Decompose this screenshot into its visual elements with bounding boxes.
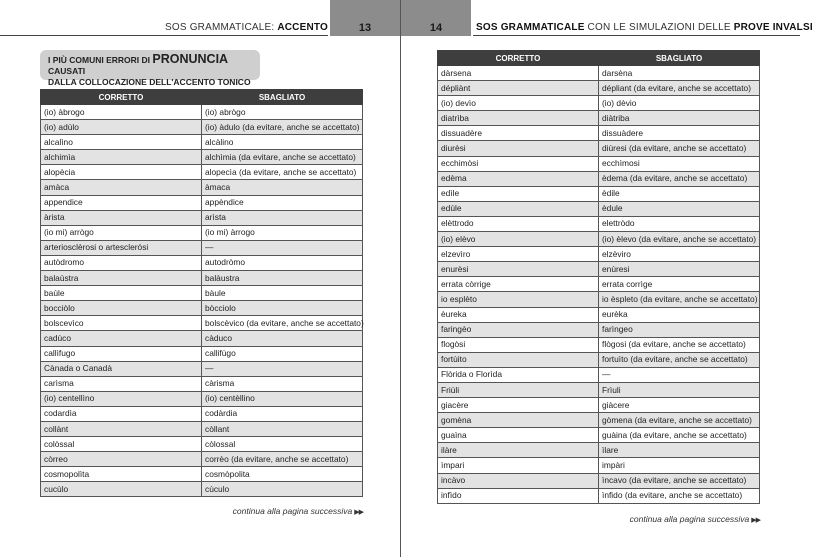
header-rule <box>473 35 800 36</box>
cell-wrong: alcàlino <box>202 135 363 150</box>
cell-correct: alcalìno <box>41 135 202 150</box>
cell-wrong: còlossal <box>202 437 363 452</box>
cell-wrong: guàina (da evitare, anche se accettato) <box>599 428 760 443</box>
table-row <box>438 473 760 488</box>
table-body <box>438 66 760 504</box>
table-header-row <box>41 90 363 105</box>
cell-correct: appendice <box>41 195 202 210</box>
cell-wrong: codàrdia <box>202 406 363 421</box>
column-header-correct: CORRETTO <box>438 51 599 66</box>
cell-correct: guaìna <box>438 428 599 443</box>
cell-wrong: corrèo (da evitare, anche se accettato) <box>202 452 363 467</box>
cell-correct: giacère <box>438 398 599 413</box>
table-row <box>438 292 760 307</box>
cell-correct: autòdromo <box>41 255 202 270</box>
cell-correct: enurèsi <box>438 262 599 277</box>
cell-correct: bolscevìco <box>41 316 202 331</box>
cell-wrong: ìlare <box>599 443 760 458</box>
table-row <box>438 186 760 201</box>
cell-correct: dissuadère <box>438 126 599 141</box>
running-head-book-title: SOS GRAMMATICALE <box>476 22 585 33</box>
continue-text: continua alla pagina successiva <box>629 514 750 524</box>
cell-wrong: — <box>202 361 363 376</box>
cell-wrong: appèndice <box>202 195 363 210</box>
table-row <box>438 141 760 156</box>
cell-wrong: bòcciolo <box>202 301 363 316</box>
table-row <box>438 428 760 443</box>
cell-wrong: flògosi (da evitare, anche se accettato) <box>599 337 760 352</box>
section-title-line2: DALLA COLLOCAZIONE DELL'ACCENTO TONICO <box>48 77 251 87</box>
cell-wrong: gòmena (da evitare, anche se accettato) <box>599 413 760 428</box>
cell-wrong: enùresi <box>599 262 760 277</box>
cell-correct: infìdo <box>438 488 599 503</box>
table-row <box>438 156 760 171</box>
cell-correct: gomèna <box>438 413 599 428</box>
cell-correct: diurèsi <box>438 141 599 156</box>
table-row <box>41 165 363 180</box>
table-row <box>41 421 363 436</box>
header-rule <box>0 35 328 36</box>
column-header-correct: CORRETTO <box>41 90 202 105</box>
table-row <box>438 96 760 111</box>
cell-wrong: diàtriba <box>599 111 760 126</box>
table-row <box>438 488 760 503</box>
cell-wrong: alopecìa (da evitare, anche se accettato) <box>202 165 363 180</box>
table-row <box>41 376 363 391</box>
table-row <box>41 437 363 452</box>
table-row <box>438 81 760 96</box>
cell-correct: callìfugo <box>41 346 202 361</box>
cell-correct: collànt <box>41 421 202 436</box>
cell-correct: (io) adùlo <box>41 120 202 135</box>
cell-wrong: (io) dèvio <box>599 96 760 111</box>
cell-wrong: bàule <box>202 286 363 301</box>
cell-wrong: elzèviro <box>599 247 760 262</box>
cell-wrong: eurèka <box>599 307 760 322</box>
cell-correct: flogòsi <box>438 337 599 352</box>
title-keyword: PRONUNCIA <box>152 52 229 66</box>
table-row <box>41 406 363 421</box>
table-row <box>41 301 363 316</box>
cell-wrong: (io) centèllino <box>202 391 363 406</box>
running-head-prefix: SOS GRAMMATICALE: <box>165 22 278 33</box>
table-row <box>41 195 363 210</box>
cell-correct: còrreo <box>41 452 202 467</box>
cell-wrong: impàri <box>599 458 760 473</box>
cell-correct: (io) centellìno <box>41 391 202 406</box>
cell-wrong: (io mi) àrrogo <box>202 225 363 240</box>
section-title-box <box>40 50 260 87</box>
cell-wrong: alchìmia (da evitare, anche se accettato) <box>202 150 363 165</box>
table-header-row <box>438 51 760 66</box>
cell-wrong: autodròmo <box>202 255 363 270</box>
page-number-14: 14 <box>401 0 471 36</box>
cell-correct: (io mi) arrògo <box>41 225 202 240</box>
cell-correct: codardìa <box>41 406 202 421</box>
table-row <box>438 367 760 382</box>
cell-correct: (io) elèvo <box>438 232 599 247</box>
right-page <box>401 0 813 557</box>
table-row <box>438 413 760 428</box>
table-row <box>41 346 363 361</box>
table-row <box>438 262 760 277</box>
table-row <box>438 458 760 473</box>
cell-wrong: Frìuli <box>599 382 760 397</box>
table-row <box>41 210 363 225</box>
cell-correct: àrista <box>41 210 202 225</box>
table-row <box>41 180 363 195</box>
cell-correct: èureka <box>438 307 599 322</box>
cell-wrong: darsèna <box>599 66 760 81</box>
continue-arrow-icon: ▶▶ <box>751 517 760 524</box>
cell-correct: dépliànt <box>438 81 599 96</box>
continue-text: continua alla pagina successiva <box>232 506 353 516</box>
table-row <box>438 398 760 413</box>
table-row <box>438 322 760 337</box>
cell-correct: bocciòlo <box>41 301 202 316</box>
table-row <box>41 271 363 286</box>
cell-wrong: elettròdo <box>599 216 760 231</box>
table-row <box>438 216 760 231</box>
cell-wrong: errata corrìge <box>599 277 760 292</box>
table-row <box>438 277 760 292</box>
table-row <box>41 240 363 255</box>
errors-table-left <box>40 89 363 497</box>
cell-wrong: ecchìmosi <box>599 156 760 171</box>
table-row <box>41 225 363 240</box>
cell-wrong: (io) èlevo (da evitare, anche se accettato) <box>599 232 760 247</box>
cell-correct: edèma <box>438 171 599 186</box>
column-header-wrong: SBAGLIATO <box>599 51 760 66</box>
cell-correct: balaùstra <box>41 271 202 286</box>
running-head-left <box>165 22 328 33</box>
cell-correct: cadùco <box>41 331 202 346</box>
cell-wrong: farìngeo <box>599 322 760 337</box>
continue-note-left <box>233 506 363 516</box>
table-row <box>41 361 363 376</box>
cell-wrong: dépliant (da evitare, anche se accettato) <box>599 81 760 96</box>
cell-correct: colòssal <box>41 437 202 452</box>
table-row <box>41 331 363 346</box>
left-page <box>0 0 400 557</box>
running-head-right <box>476 22 813 33</box>
table-row <box>41 135 363 150</box>
cell-correct: diatrìba <box>438 111 599 126</box>
cell-correct: faringèo <box>438 322 599 337</box>
cell-correct: elzevìro <box>438 247 599 262</box>
cell-wrong: (io) àdulo (da evitare, anche se accettato) <box>202 120 363 135</box>
errors-table-right <box>437 50 760 504</box>
cell-correct: Friùli <box>438 382 599 397</box>
cell-correct: elèttrodo <box>438 216 599 231</box>
cell-wrong: callifùgo <box>202 346 363 361</box>
cell-correct: alopècia <box>41 165 202 180</box>
cell-correct: edùle <box>438 201 599 216</box>
cell-wrong: àmaca <box>202 180 363 195</box>
table-row <box>41 316 363 331</box>
table-row <box>41 452 363 467</box>
running-head-topic: ACCENTO <box>277 22 328 33</box>
cell-correct: incàvo <box>438 473 599 488</box>
cell-wrong: èdile <box>599 186 760 201</box>
cell-correct: carìsma <box>41 376 202 391</box>
table-row <box>438 337 760 352</box>
running-head-middle: CON LE SIMULAZIONI DELLE <box>584 22 734 33</box>
cell-correct: amàca <box>41 180 202 195</box>
cell-wrong: — <box>202 240 363 255</box>
table-row <box>41 105 363 120</box>
cell-wrong: fortuìto (da evitare, anche se accettato) <box>599 352 760 367</box>
title-prefix: I PIÙ COMUNI ERRORI DI <box>48 55 153 65</box>
cell-wrong: ìnfido (da evitare, anche se accettato) <box>599 488 760 503</box>
table-row <box>438 111 760 126</box>
cell-correct: errata còrrige <box>438 277 599 292</box>
cell-correct: alchimìa <box>41 150 202 165</box>
table-row <box>438 201 760 216</box>
table-row <box>41 391 363 406</box>
cell-correct: (io) àbrogo <box>41 105 202 120</box>
cell-correct: edìle <box>438 186 599 201</box>
cell-wrong: càrisma <box>202 376 363 391</box>
page-number-13: 13 <box>330 0 400 36</box>
table-row <box>438 443 760 458</box>
running-head-subtitle: PROVE INVALSI <box>733 22 813 33</box>
table-row <box>438 382 760 397</box>
cell-wrong: cosmòpolita <box>202 467 363 482</box>
table-row <box>438 232 760 247</box>
cell-wrong: arìsta <box>202 210 363 225</box>
cell-wrong: — <box>599 367 760 382</box>
cell-wrong: bolscèvico (da evitare, anche se accettato) <box>202 316 363 331</box>
continue-note-right <box>630 514 760 524</box>
cell-correct: fortùito <box>438 352 599 367</box>
table-row <box>438 247 760 262</box>
table-row <box>41 150 363 165</box>
cell-wrong: cùculo <box>202 482 363 497</box>
table-body <box>41 105 363 497</box>
cell-wrong: balàustra <box>202 271 363 286</box>
cell-correct: Cànada o Canadà <box>41 361 202 376</box>
table-row <box>41 482 363 497</box>
cell-wrong: ìncavo (da evitare, anche se accettato) <box>599 473 760 488</box>
cell-correct: dàrsena <box>438 66 599 81</box>
cell-wrong: còllant <box>202 421 363 436</box>
cell-correct: cosmopolìta <box>41 467 202 482</box>
cell-correct: ilàre <box>438 443 599 458</box>
cell-correct: io esplèto <box>438 292 599 307</box>
column-header-wrong: SBAGLIATO <box>202 90 363 105</box>
cell-wrong: (io) abrògo <box>202 105 363 120</box>
cell-correct: baùle <box>41 286 202 301</box>
cell-correct: ecchimòsi <box>438 156 599 171</box>
cell-wrong: dissuàdere <box>599 126 760 141</box>
cell-wrong: càduco <box>202 331 363 346</box>
cell-correct: (io) devìo <box>438 96 599 111</box>
table-row <box>41 286 363 301</box>
cell-correct: arteriosclèrosi o artesclerósi <box>41 240 202 255</box>
table-row <box>41 255 363 270</box>
table-row <box>438 126 760 141</box>
continue-arrow-icon: ▶▶ <box>354 509 363 516</box>
cell-wrong: io èspleto (da evitare, anche se accettato) <box>599 292 760 307</box>
cell-correct: ìmpari <box>438 458 599 473</box>
cell-wrong: giàcere <box>599 398 760 413</box>
cell-correct: cucùlo <box>41 482 202 497</box>
cell-correct: Flòrida o Florìda <box>438 367 599 382</box>
table-row <box>438 352 760 367</box>
section-title-line1 <box>48 54 252 77</box>
table-row <box>438 66 760 81</box>
cell-wrong: èdema (da evitare, anche se accettato) <box>599 171 760 186</box>
cell-wrong: diùresi (da evitare, anche se accettato) <box>599 141 760 156</box>
table-row <box>438 307 760 322</box>
table-row <box>41 467 363 482</box>
title-suffix: CAUSATI <box>48 66 86 76</box>
table-row <box>438 171 760 186</box>
cell-wrong: èdule <box>599 201 760 216</box>
table-row <box>41 120 363 135</box>
